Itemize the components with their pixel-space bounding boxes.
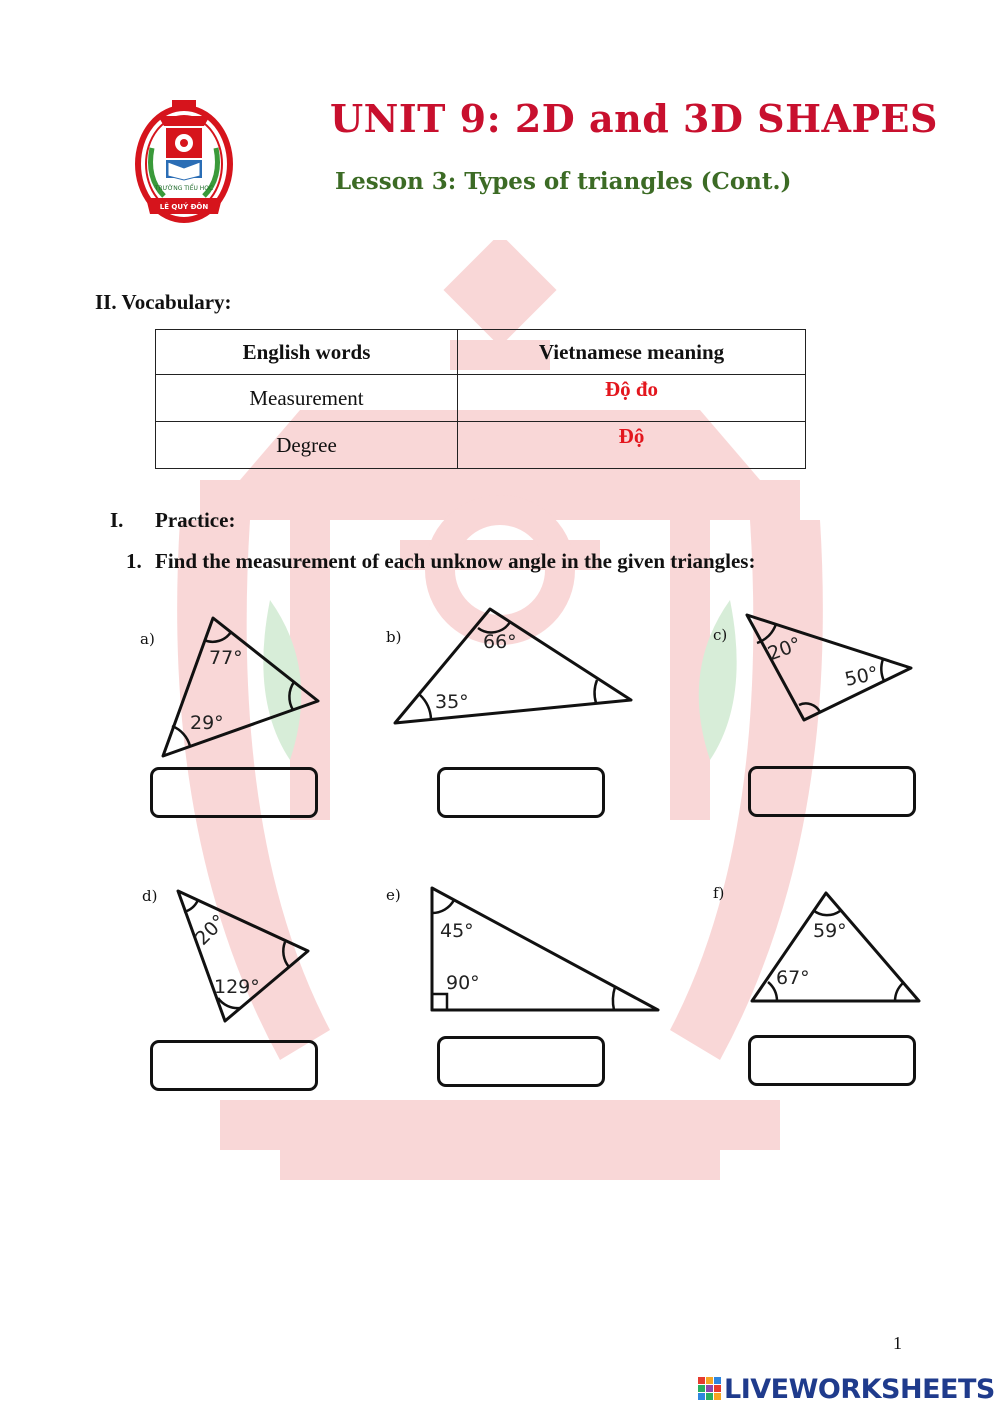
angle-label: 67°	[776, 967, 810, 989]
english-word: Degree	[156, 422, 458, 469]
answer-box-b[interactable]	[437, 767, 605, 818]
triangle-label-d: d)	[142, 887, 158, 905]
angle-label: 20°	[191, 910, 231, 950]
angle-label: 29°	[190, 712, 224, 734]
column-header-vietnamese: Vietnamese meaning	[458, 330, 806, 375]
vietnamese-meaning: Độ đo	[458, 375, 806, 422]
answer-box-d[interactable]	[150, 1040, 318, 1091]
column-header-english: English words	[156, 330, 458, 375]
angle-label: 45°	[440, 920, 474, 942]
answer-box-c[interactable]	[748, 766, 916, 817]
logo-text-line1: TRƯỜNG TIỂU HỌC	[154, 185, 214, 192]
angle-label: 66°	[483, 631, 517, 653]
angle-label: 50°	[842, 662, 881, 691]
logo-text-line2: LÊ QUÝ ĐÔN	[159, 203, 209, 211]
vietnamese-meaning: Độ	[458, 422, 806, 469]
answer-box-f[interactable]	[748, 1035, 916, 1086]
triangle-label-b: b)	[386, 628, 402, 646]
angle-label: 90°	[446, 972, 480, 994]
angle-label: 77°	[209, 647, 243, 669]
liveworksheets-logo-icon	[698, 1377, 722, 1401]
footer-brand[interactable]	[698, 1374, 995, 1405]
angle-label: 129°	[214, 976, 260, 998]
answer-box-e[interactable]	[437, 1036, 605, 1087]
practice-number: I.	[110, 508, 124, 532]
lesson-subtitle: Lesson 3: Types of triangles (Cont.)	[335, 168, 792, 195]
practice-heading: Practice:	[155, 508, 236, 532]
page-number: 1	[893, 1333, 902, 1353]
triangle-label-a: a)	[140, 630, 155, 648]
footer-brand-text: LIVEWORKSHEETS	[724, 1374, 995, 1405]
triangle-label-e: e)	[386, 886, 401, 904]
question-number: 1.	[126, 549, 142, 573]
vocabulary-heading: II. Vocabulary:	[95, 290, 232, 314]
angle-label: 20°	[764, 633, 805, 666]
angle-label: 35°	[435, 691, 469, 713]
angle-label: 59°	[813, 920, 847, 942]
english-word: Measurement	[156, 375, 458, 422]
triangle-label-f: f)	[713, 884, 725, 902]
triangle-label-c: c)	[713, 626, 728, 644]
page-title: UNIT 9: 2D and 3D SHAPES	[330, 96, 938, 141]
question-text: Find the measurement of each unknow angle in the given triangles:	[155, 549, 756, 573]
answer-box-a[interactable]	[150, 767, 318, 818]
